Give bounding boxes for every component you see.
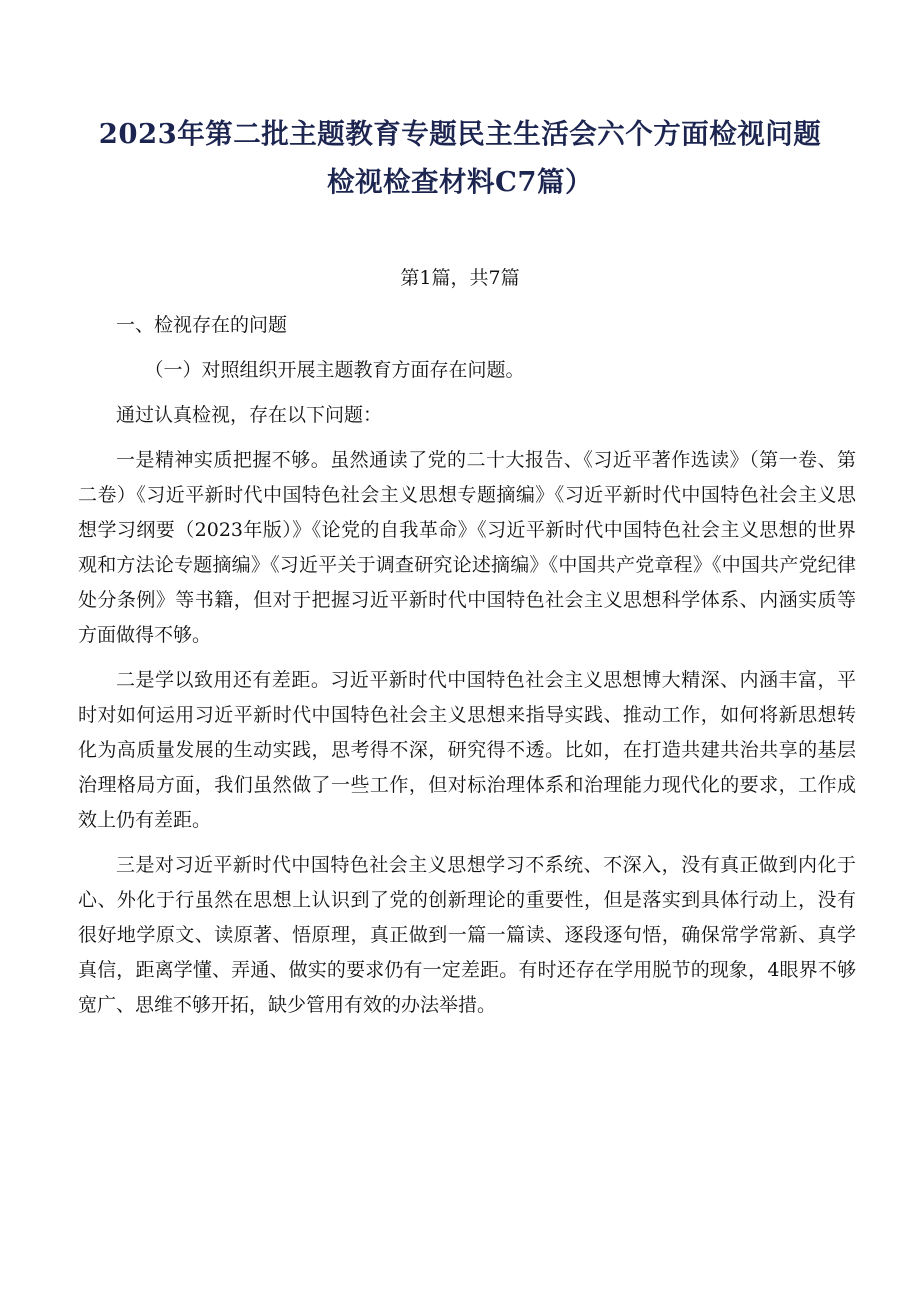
subsection-heading: （一）对照组织开展主题教育方面存在问题。 [144, 359, 525, 381]
document-title [60, 110, 860, 206]
document-body [78, 308, 856, 1023]
intro-paragraph: 通过认真检视，存在以下问题： [116, 404, 383, 426]
body-paragraph-2: 二是学以致用还有差距。习近平新时代中国特色社会主义思想博大精深、内涵丰富，平时对如何运用习近平新时代中国特色社会主义思想来指导实践、推动工作，如何将新思想转化为高质量发展的生动实践，思考得不深，研究得不透。比如，在打造共建共治共享的基层治理格局方面，我们虽然做了一些工作，但对标治理体系和治理能力现代化的要求，工作成效上仍有差距。 [78, 669, 856, 831]
title-line-2: 检视检查材料C7篇） [326, 166, 594, 198]
section-heading: 一、检视存在的问题 [116, 314, 288, 336]
part-indicator: 第1篇，共7篇 [400, 267, 520, 289]
body-paragraph-3: 三是对习近平新时代中国特色社会主义思想学习不系统、不深入，没有真正做到内化于心、外化于行虽然在思想上认识到了党的创新理论的重要性，但是落实到具体行动上，没有很好地学原文、读原著、悟原理，真正做到一篇一篇读、逐段逐句悟，确保常学常新、真学真信，距离学懂、弄通、做实的要求仍有一定差距。有时还存在学用脱节的现象，4眼界不够宽广、思维不够开拓，缺少管用有效的办法举措。 [78, 854, 856, 1016]
body-paragraph-1: 一是精神实质把握不够。虽然通读了党的二十大报告、《习近平著作选读》（第一卷、第二卷）《习近平新时代中国特色社会主义思想专题摘编》《习近平新时代中国特色社会主义思想学习纲要（2023年版）》《论党的自我革命》《习近平新时代中国特色社会主义思想的世界观和方法论专题摘编》《习近平关于调查研究论述摘编》《中国共产党章程》《中国共产党纪律处分条例》等书籍，但对于把握习近平新时代中国特色社会主义思想科学体系、内涵实质等方面做得不够。 [78, 449, 856, 646]
title-line-1: 2023年第二批主题教育专题民主生活会六个方面检视问题 [98, 118, 822, 150]
